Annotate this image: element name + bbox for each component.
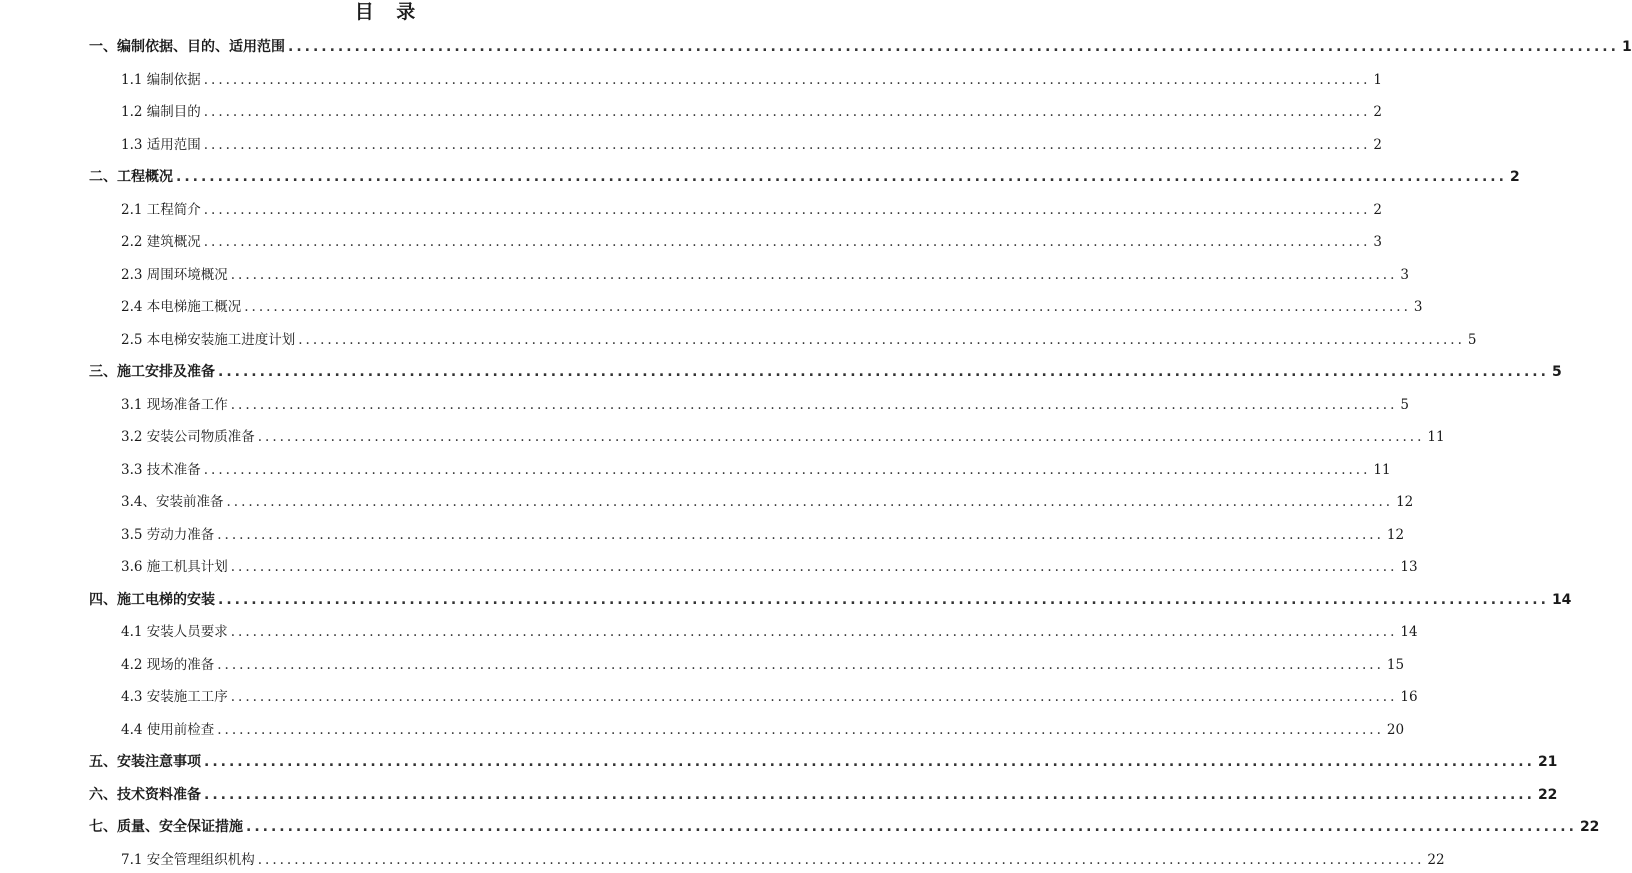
- toc-entry-title: 3.3 技术准备: [121, 462, 201, 478]
- toc-page-number: 2: [1509, 169, 1520, 185]
- toc-dot-leader: ................................................................................................................................................................: [203, 202, 1371, 218]
- toc-entry-title: 1.1 编制依据: [121, 72, 201, 88]
- toc-chapter-entry[interactable]: [89, 588, 1572, 612]
- toc-page-number: 11: [1373, 462, 1391, 478]
- toc-page-number: 22: [1537, 787, 1558, 803]
- toc-entry-title: 一、编制依据、目的、适用范围: [89, 39, 285, 55]
- toc-dot-leader: ................................................................................................................................................................: [230, 559, 1398, 575]
- toc-dot-leader: ................................................................................................................................................................: [288, 39, 1619, 55]
- toc-page-number: 3: [1400, 267, 1409, 283]
- toc-entry-title: 六、技术资料准备: [89, 787, 201, 803]
- toc-page-number: 2: [1373, 137, 1382, 153]
- toc-dot-leader: ................................................................................................................................................................: [230, 397, 1398, 413]
- toc-entry-title: 4.2 现场的准备: [121, 657, 215, 673]
- toc-dot-leader: ................................................................................................................................................................: [244, 299, 1411, 315]
- toc-chapter-entry[interactable]: [89, 35, 1632, 59]
- toc-dot-leader: ................................................................................................................................................................: [203, 72, 1371, 88]
- toc-page-number: 13: [1400, 559, 1418, 575]
- toc-page-number: 5: [1400, 397, 1409, 413]
- toc-entry-title: 五、安装注意事项: [89, 754, 201, 770]
- toc-page-number: 22: [1579, 819, 1600, 835]
- toc-dot-leader: ................................................................................................................................................................: [203, 462, 1371, 478]
- toc-section-entry[interactable]: [121, 458, 1391, 482]
- toc-page-number: 3: [1373, 234, 1382, 250]
- toc-section-entry[interactable]: [121, 718, 1405, 742]
- toc-dot-leader: ................................................................................................................................................................: [203, 234, 1371, 250]
- toc-section-entry[interactable]: [121, 620, 1418, 644]
- toc-entry-title: 3.4、安装前准备: [121, 494, 224, 510]
- toc-chapter-entry[interactable]: [89, 783, 1558, 807]
- toc-page-number: 11: [1427, 429, 1445, 445]
- toc-dot-leader: ................................................................................................................................................................: [218, 592, 1549, 608]
- toc-dot-leader: ................................................................................................................................................................: [257, 852, 1425, 868]
- toc-dot-leader: ................................................................................................................................................................: [203, 137, 1371, 153]
- toc-page-number: 3: [1413, 299, 1423, 315]
- toc-entry-title: 三、施工安排及准备: [89, 364, 215, 380]
- toc-page-number: 14: [1400, 624, 1418, 640]
- toc-page-number: 14: [1551, 592, 1572, 608]
- toc-entry-title: 4.1 安装人员要求: [121, 624, 228, 640]
- toc-entry-title: 四、施工电梯的安装: [89, 592, 215, 608]
- toc-dot-leader: ................................................................................................................................................................: [218, 364, 1549, 380]
- toc-entry-title: 3.1 现场准备工作: [121, 397, 228, 413]
- toc-section-entry[interactable]: [121, 133, 1382, 157]
- toc-dot-leader: ................................................................................................................................................................: [298, 332, 1465, 348]
- toc-dot-leader: ................................................................................................................................................................: [230, 267, 1398, 283]
- toc-section-entry[interactable]: [121, 848, 1445, 872]
- toc-entry-title: 2.5 本电梯安装施工进度计划: [121, 332, 296, 348]
- toc-entry-title: 二、工程概况: [89, 169, 173, 185]
- toc-section-entry[interactable]: [121, 393, 1409, 417]
- toc-entry-title: 2.1 工程简介: [121, 202, 201, 218]
- toc-page-number: 21: [1537, 754, 1558, 770]
- toc-entry-title: 七、质量、安全保证措施: [89, 819, 243, 835]
- toc-page-number: 2: [1373, 104, 1382, 120]
- toc-chapter-entry[interactable]: [89, 750, 1558, 774]
- toc-chapter-entry[interactable]: [89, 165, 1520, 189]
- toc-page-number: 1: [1373, 72, 1382, 88]
- toc-page-number: 5: [1551, 364, 1562, 380]
- toc-section-entry[interactable]: [121, 425, 1445, 449]
- toc-page-number: 12: [1386, 527, 1405, 543]
- toc-entry-title: 2.4 本电梯施工概况: [121, 299, 242, 315]
- toc-dot-leader: ................................................................................................................................................................: [217, 527, 1384, 543]
- toc-section-entry[interactable]: [121, 198, 1382, 222]
- toc-page-number: 20: [1386, 722, 1405, 738]
- toc-dot-leader: ................................................................................................................................................................: [246, 819, 1577, 835]
- toc-entry-title: 2.3 周围环境概况: [121, 267, 228, 283]
- toc-dot-leader: ................................................................................................................................................................: [257, 429, 1425, 445]
- page-title: 目 录: [354, 1, 424, 23]
- toc-page-number: 2: [1373, 202, 1382, 218]
- toc-entry-title: 4.3 安装施工工序: [121, 689, 228, 705]
- toc-entry-title: 1.3 适用范围: [121, 137, 201, 153]
- toc-section-entry[interactable]: [121, 555, 1418, 579]
- toc-dot-leader: ................................................................................................................................................................: [230, 689, 1398, 705]
- toc-section-entry[interactable]: [121, 653, 1405, 677]
- toc-dot-leader: ................................................................................................................................................................: [176, 169, 1507, 185]
- toc-section-entry[interactable]: [121, 263, 1409, 287]
- toc-page-number: 5: [1467, 332, 1477, 348]
- toc-section-entry[interactable]: [121, 295, 1423, 319]
- toc-entry-title: 3.6 施工机具计划: [121, 559, 228, 575]
- toc-page-number: 15: [1386, 657, 1405, 673]
- toc-dot-leader: ................................................................................................................................................................: [203, 104, 1371, 120]
- toc-section-entry[interactable]: [121, 490, 1414, 514]
- toc-section-entry[interactable]: [121, 68, 1382, 92]
- toc-dot-leader: ................................................................................................................................................................: [226, 494, 1394, 510]
- toc-dot-leader: ................................................................................................................................................................: [217, 722, 1384, 738]
- toc-entry-title: 3.5 劳动力准备: [121, 527, 215, 543]
- toc-dot-leader: ................................................................................................................................................................: [230, 624, 1398, 640]
- toc-section-entry[interactable]: [121, 230, 1382, 254]
- toc-page-number: 1: [1621, 39, 1632, 55]
- toc-entry-title: 2.2 建筑概况: [121, 234, 201, 250]
- toc-section-entry[interactable]: [121, 100, 1382, 124]
- toc-dot-leader: ................................................................................................................................................................: [204, 787, 1535, 803]
- toc-page-number: 12: [1396, 494, 1414, 510]
- toc-chapter-entry[interactable]: [89, 360, 1562, 384]
- toc-dot-leader: ................................................................................................................................................................: [217, 657, 1384, 673]
- toc-entry-title: 1.2 编制目的: [121, 104, 201, 120]
- toc-page-number: 22: [1427, 852, 1445, 868]
- toc-entry-title: 3.2 安装公司物质准备: [121, 429, 255, 445]
- toc-page-number: 16: [1400, 689, 1418, 705]
- toc-section-entry[interactable]: [121, 523, 1405, 547]
- toc-section-entry[interactable]: [121, 685, 1418, 709]
- toc-dot-leader: ................................................................................................................................................................: [204, 754, 1535, 770]
- toc-entry-title: 4.4 使用前检查: [121, 722, 215, 738]
- toc-section-entry[interactable]: [121, 328, 1477, 352]
- toc-chapter-entry[interactable]: [89, 815, 1600, 839]
- toc-entry-title: 7.1 安全管理组织机构: [121, 852, 255, 868]
